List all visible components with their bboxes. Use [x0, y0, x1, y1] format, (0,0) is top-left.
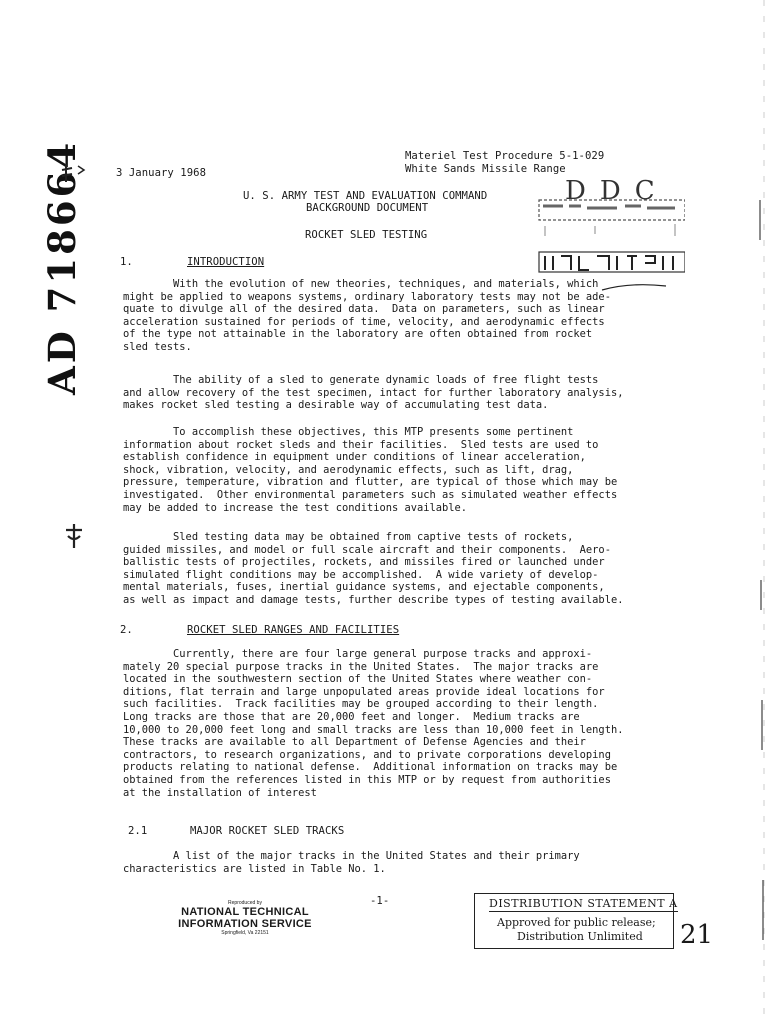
section-1-heading: INTRODUCTION — [187, 256, 265, 268]
section-1-paragraph-1 — [123, 278, 658, 354]
text-line: 10,000 to 20,000 feet long and small tracks are less than 10,000 feet in length. — [123, 723, 624, 736]
ddc-stamp-letters: DDC — [565, 176, 669, 206]
text-line: pressure, temperature, vibration and flutter, are typical of those which may be — [123, 476, 618, 489]
text-line: characteristics are listed in Table No. 1. — [123, 862, 386, 875]
distribution-line-1: Approved for public release; — [497, 916, 656, 929]
handwritten-page-count: 21 — [680, 920, 714, 950]
text-line: The ability of a sled to generate dynamic loads of free flight tests — [123, 374, 599, 386]
distribution-line-2: Distribution Unlimited — [517, 930, 643, 943]
section-2-1-heading: MAJOR ROCKET SLED TRACKS — [190, 825, 345, 837]
ntis-block — [170, 900, 320, 936]
text-line: might be applied to weapons systems, ordinary laboratory tests may not be ade- — [123, 290, 611, 303]
text-line: contractors, to research organizations, and to private corporations developing — [123, 748, 611, 761]
text-line: products relating to national defense. Additional information on tracks may be — [123, 761, 618, 774]
text-line: of the type not attainable in the laboratory are often obtained from rocket — [123, 328, 593, 341]
distribution-title: DISTRIBUTION STATEMENT A — [489, 897, 678, 910]
text-line: Sled testing data may be obtained from captive tests of rockets, — [123, 531, 574, 543]
text-line: ditions, flat terrain and large unpopulated areas provide ideal locations for — [123, 685, 605, 698]
section-2-heading: ROCKET SLED RANGES AND FACILITIES — [187, 624, 400, 636]
section-2-1-paragraph — [123, 850, 658, 875]
ntis-line-2: INFORMATION SERVICE — [178, 918, 312, 930]
text-line: Long tracks are those that are 20,000 feet and longer. Medium tracks are — [123, 710, 580, 723]
text-line: With the evolution of new theories, techniques, and materials, which — [123, 278, 599, 290]
distribution-statement-box — [474, 893, 678, 949]
text-line: acceleration sustained for periods of time, velocity, and aerodynamic effects — [123, 315, 605, 328]
text-line: establish confidence in equipment under conditions of linear acceleration, — [123, 451, 586, 464]
section-1-number: 1. — [120, 256, 133, 268]
section-2-number: 2. — [120, 624, 133, 636]
text-line: A list of the major tracks in the United States and their primary — [123, 850, 580, 862]
text-line: simulated flight conditions may be accomplished. A wide variety of develop- — [123, 568, 599, 581]
text-line: and allow recovery of the test specimen, intact for further laboratory analysis, — [123, 386, 624, 399]
text-line: makes rocket sled testing a desirable way of accumulating test data. — [123, 399, 549, 412]
margin-mark-icon — [62, 520, 86, 550]
text-line: obtained from the references listed in this MTP or by request from authorities — [123, 773, 611, 786]
procedure-number: Materiel Test Procedure 5-1-029 — [405, 150, 605, 162]
document-date: 3 January 1968 — [116, 167, 206, 179]
margin-mark-icon — [60, 160, 90, 190]
text-line: sled tests. — [123, 340, 192, 353]
ntis-address: Springfield, Va 22151 — [221, 930, 269, 936]
location: White Sands Missile Range — [405, 163, 566, 175]
ntis-line-1: NATIONAL TECHNICAL — [181, 906, 309, 918]
document-title: ROCKET SLED TESTING — [305, 229, 428, 241]
section-2-1-number: 2.1 — [128, 825, 148, 837]
text-line: information about rocket sleds and their facilities. Sled tests are used to — [123, 438, 599, 451]
text-line: These tracks are available to all Department of Defense Agencies and their — [123, 736, 586, 749]
text-line: such facilities. Track facilities may be grouped according to their length. — [123, 698, 599, 711]
text-line: located in the southwestern section of the United States where weather con- — [123, 673, 593, 686]
text-line: mately 20 special purpose tracks in the United States. The major tracks are — [123, 660, 599, 673]
text-line: To accomplish these objectives, this MTP presents some pertinent — [123, 426, 574, 438]
text-line: Currently, there are four large general purpose tracks and approxi- — [123, 648, 593, 660]
section-1-paragraph-2 — [123, 374, 658, 412]
text-line: may be added to increase the test conditions available. — [123, 501, 468, 514]
text-line: as well as impact and damage tests, further describe types of testing available. — [123, 593, 624, 606]
ddc-stamp — [535, 176, 685, 276]
text-line: quate to divulge all of the desired data. Data on parameters, such as linear — [123, 303, 605, 316]
text-line: at the installation of interest — [123, 786, 317, 799]
accession-number: AD 718664 — [40, 139, 84, 395]
text-line: ballistic tests of projectiles, rockets, and missiles fired or launched under — [123, 556, 605, 569]
document-type: BACKGROUND DOCUMENT — [306, 202, 429, 214]
ntis-reproduced: Reproduced by — [228, 900, 262, 906]
text-line: mental materials, fuses, inertial guidance systems, and ejectable components, — [123, 581, 605, 594]
text-line: investigated. Other environmental parameters such as simulated weather effects — [123, 488, 618, 501]
page-number: -1- — [370, 895, 390, 907]
section-1-paragraph-4 — [123, 531, 658, 607]
scan-edge-noise — [756, 0, 768, 1024]
text-line: shock, vibration, velocity, and aerodynamic effects, such as lift, drag, — [123, 463, 574, 476]
section-1-paragraph-3 — [123, 426, 658, 514]
text-line: guided missiles, and model or full scale aircraft and their components. Aero- — [123, 543, 611, 556]
command-name: U. S. ARMY TEST AND EVALUATION COMMAND — [243, 190, 488, 202]
section-2-paragraph — [123, 648, 658, 799]
